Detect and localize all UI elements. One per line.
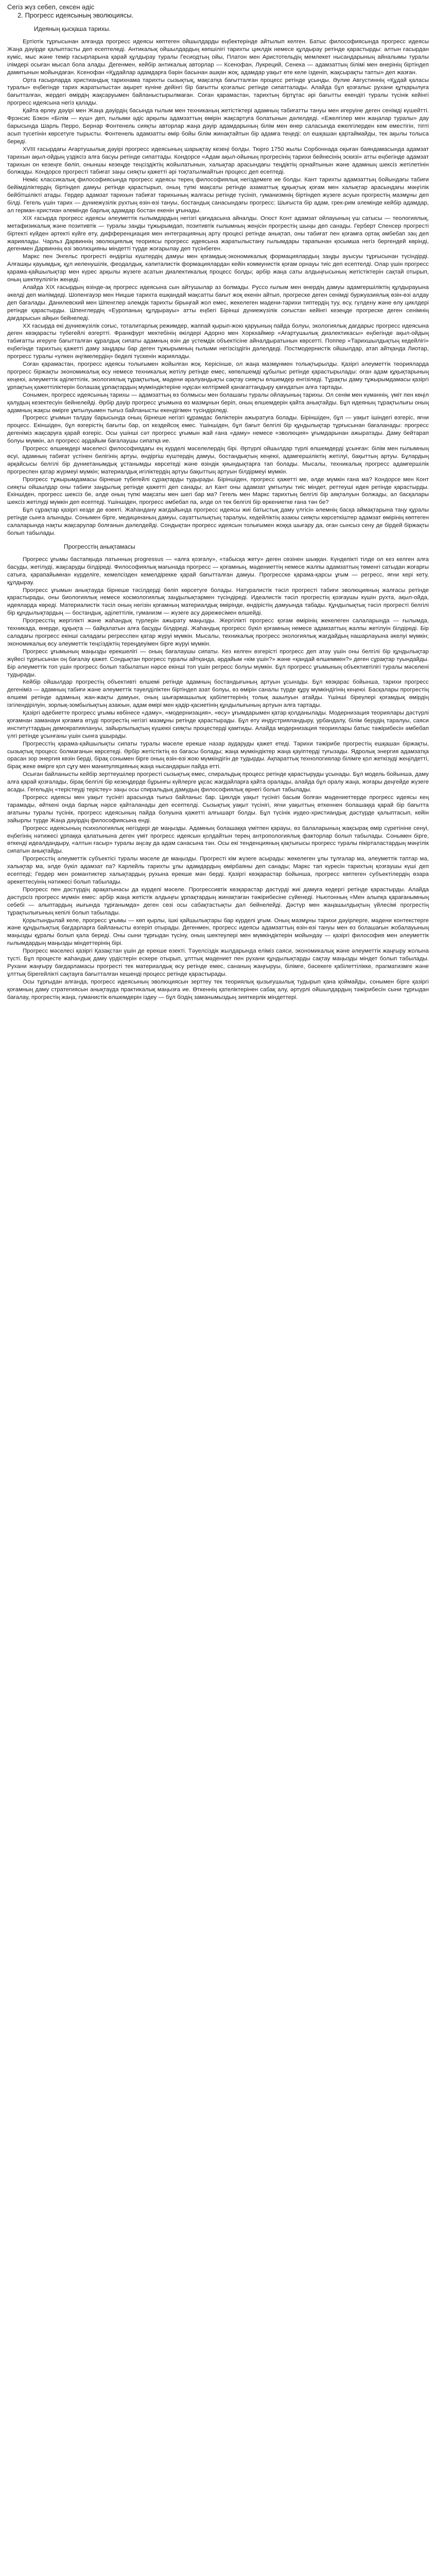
paragraph: Прогресс өлшемдері мәселесі философиядағы ең күрделі мәселелердің бірі. Әртүрлі ойшылдар түрлі өлшемдерді ұсынған: білім мен ғылымның өсуі, адамның табиғат үстінен билігінің артуы, өндіргіш күштердің дамуы, бостандықтың кеңеюі, адамгершіліктің жетілуі, бақыттың артуы. Бұлардың әрқайсысы белгілі бір дүниетанымдық ұстанымды көрсетеді және өзіндік қиындықтарға тап болады. Мысалы, техникалық прогресс адамгершілік прогреспен қатар жүрмеуі мүмкін; материалдық игіліктердің артуы бақыттың артуын білдірмеуі мүмкін. — [7, 446, 429, 475]
paragraph: Қорытындылай келе, прогресс ұғымы — көп қырлы, ішкі қайшылықтары бар күрделі ұғым. Оның мазмұны тарихи дәуірлерге, мәдени контекстерге және құндылықтық бағдарларға байланысты өзгеріп отырады. Дегенмен, прогресс идеясы адамзаттың өзін-өзі тануы мен өз болашағын жобалауының маңызды құралы болып қала береді. Оны сыни тұрғыдан түсіну, оның шектеулері мен мүмкіндіктерін мойындау — қазіргі философия мен әлеуметтік ғылымдардың маңызды міндеттерінің бірі. — [7, 917, 429, 947]
paragraph: Қайта өрлеу дәуірі мен Жаңа дәуірдің басында ғылым мен техниканың жетістіктері адамның табиғатты тануы мен игеруіне деген сенімді күшейтті. Фрэнсис Бэкон «Білім — күш» деп, ғылыми әдіс арқылы адамзаттың өмірін жақсартуға болатынын дәлелдеді. «Ежелгілер мен жаңалар туралы» дау барысында Шарль Перро, Бернар Фонтенель сияқты авторлар жаңа дәуір адамдарының білім мен өнер саласында ежелгілерден кем еместігін, тіпті асып түсетінін көрсетуге тырысты. Фонтенель адамзатты өмір бойы білім жинақтайтын бір адамға теңеді: ол ешқашан қартаймайды, тек ақылы толыса береді. — [7, 108, 429, 145]
paragraph: Соған қарамастан, прогресс идеясы толығымен жойылған жоқ. Керісінше, ол жаңа мазмұнмен толықтырылды. Қазіргі әлеуметтік теорияларда прогресс біржақты экономикалық өсу немесе техникалық жетілу ретінде емес, көпөлшемді құбылыс ретінде қарастырылады: оған адам құқықтарының кеңеюі, әлеуметтік әділеттілік, экологиялық тұрақтылық, мәдени әралуандықты сақтау сияқты өлшемдер енгізіледі. Тұрақты даму тұжырымдамасы қазіргі ұрпақтың қажеттіліктерін болашақ ұрпақтардың мүмкіндіктеріне нұқсан келтірмей қанағаттандыру қағидатын алға тартады. — [7, 361, 429, 391]
section-heading-history: Идеяның қысқаша тарихы. — [34, 25, 111, 32]
section-body-definition — [7, 556, 429, 1002]
paragraph: Прогресс ұғымының маңызды ерекшелігі — оның бағалаушы сипаты. Кез келген өзгерісті прогресс деп атау үшін оны белгілі бір құндылықтар жүйесі тұрғысынан оң бағалау қажет. Сондықтан прогресс туралы айтқанда, әрдайым «кім үшін?» және «қандай өлшеммен?» деген сұрақтар туындайды. Бір әлеуметтік топ үшін прогресс болып табылатын нәрсе екінші топ үшін регресс болуы мүмкін. Бұл прогресс ұғымының объективтілігі туралы мәселені тудырады. — [7, 648, 429, 678]
paragraph: Прогресс ұғымын талдау барысында оның бірнеше негізгі құрамдас бөліктерін ажыратуға болады. Біріншіден, бұл — уақыт ішіндегі өзгеріс, яғни процесс. Екіншіден, бұл өзгерістің бағыты бар, ол кездейсоқ емес. Үшіншіден, бұл бағыт белгілі бір құндылықтар тұрғысынан бағаланады: прогресс дегеніміз жақсаруға қарай өзгеріс. Осы үшінші сәт прогресс ұғымын жай ғана «даму» немесе «эволюция» ұғымдарынан ажыратады. Даму бейтарап болуы мүмкін, ал прогресс әрдайым бағалаушы сипатқа ие. — [7, 415, 429, 445]
paragraph: Прогресс пен дәстүрдің арақатынасы да күрделі мәселе. Прогрессивтік көзқарастар дәстүрді жиі дамуға кедергі ретінде қарастырды. Алайда дәстүрсіз прогресс мүмкін емес: әрбір жаңа жетістік алдыңғы ұрпақтардың жинақтаған тәжірибесіне сүйенеді. Ньютонның «Мен алыпқа қарағанымның себебі — алыптардың иығында тұрғанымда» деген сөзі осы сабақтастықты дәл бейнелейді. Дәстүр мен жаңашылдықтың үйлесімі прогрестің тұрақтылығының кепілі болып табылады. — [7, 886, 429, 916]
paragraph: Ертіотік тұрғысынан алғанда прогресс идеясы көптеген ойшылдарды еңбектерінде айтылып келген. Батыс философиясында прогресс идеясы Жаңа дәуірде қалыптасты деп есептеледі. Антикалық ойшылдардың көпшілігі тарихты циклдік немесе құлдырау ретінде қарастырды: алтын ғасырдан күміс, мыс және темір ғасырларына қарай құлдырау туралы Гесиодтың ойы, Платон мен Аристотельдің мемлекет нысандарының айналымы туралы ілімдері осыған мысал бола алады. Дегенмен, кейбір антикалық авторлар — Ксенофан, Лукреций, Сенека — адамзаттың білімі мен өнерінің біртіндеп дамитынын мойындаған. Ксенофан «Құдайлар адамдарға бәрін басынан ашқан жоқ, адамдар уақыт өте келе ізденіп, жақсырақты тапты» деп жазған. — [7, 39, 429, 76]
paragraph: Сонымен, прогресс идеясының тарихы — адамзаттың өз болмысы мен болашағы туралы ойлауының тарихы. Ол сенім мен күмәннің, үміт пен көңіл қалудың кезектесуін бейнелейді. Әрбір дәуір прогресс ұғымына өз мазмұнын беріп, оның өлшемдерін қайта анықтайды. Бұл идеяның тұрақтылығы оның адамның жақсы өмірге ұмтылуымен тығыз байланысты екендігімен түсіндіріледі. — [7, 392, 429, 414]
paragraph: Прогресстің жергілікті және жаһандық түрлерін ажырату маңызды. Жергілікті прогресс қоғам өмірінің жекелеген салаларында — ғылымда, техникада, өнерде, құқықта — байқалатын алға басуды білдіреді. Жаһандық прогресс бүкіл қоғамның немесе адамзаттың жалпы жетілуін білдіреді. Бір саладағы прогресс екінші саладағы регресспен қатар жүруі мүмкін. Мысалы, техникалық прогресс экологиялық жағдайдың нашарлауына әкелуі мүмкін; экономикалық өсу әлеуметтік теңсіздіктің тереңдеуімен бірге жүруі мүмкін. — [7, 618, 429, 647]
paragraph: Прогресс тұжырымдамасы бірнеше түбегейлі сұрақтарды тудырады. Біріншіден, прогресс қажетті ме, әлде мүмкін ғана ма? Кондорсе мен Конт сияқты ойшылдар оны табиғи заңдылық ретінде қажетті деп санады; ал Кант оны адамзат ұмтылуы тиіс міндет, реттеуші идея ретінде қарастырды. Екіншіден, прогресс шексіз бе, әлде оның түпкі мақсаты мен шегі бар ма? Гегель мен Маркс тарихтың белгілі бір аяқталуын болжады, ал басқалары шексіз жетілуді мүмкін деп есептеді. Үшіншіден, прогресс әмбебап па, әлде ол тек белгілі бір өркениетке ғана тән бе? — [7, 476, 429, 506]
paragraph: Орта ғасырларда христиандық тарихнама тарихты сызықтық, мақсатқа бағытталған процесс ретінде ұсынды. Әулие Августиннің «Құдай қаласы туралы» еңбегінде тарих жаратылыстан ақырет күніне дейінгі бір бағытты қозғалыс ретінде сипатталады. Алайда бұл қозғалыс рухани құтқарылуға бағытталған, жердегі өмірдің жақсаруымен байланыстырылмаған. Соған қарамастан, тарихтың біртұтас әрі бағытты екендігі туралы түсінік кейінгі прогресс идеясына негіз қалады. — [7, 77, 429, 107]
paragraph: Бұл сұрақтар қазіргі кезде де өзекті. Жаһандану жағдайында прогресс идеясы жиі батыстық даму үлгісін әлемнің басқа аймақтарына таңу құралы ретінде сынға алынады. Сонымен бірге, медицинаның дамуы, сауаттылықтың таралуы, кедейліктің азаюы сияқты көрсеткіштер адамзат өмірінің көптеген салаларында нақты жақсарулар болғанын дәлелдейді. Сондықтан прогресс идеясын толығымен жоққа шығару да, оған сынсыз сену де бірдей біржақты болып табылады. — [7, 507, 429, 536]
paragraph: Прогресс мәселесі қазіргі Қазақстан үшін де ерекше өзекті. Тәуелсіздік жылдарында еліміз саяси, экономикалық және әлеуметтік жаңғыру жолына түсті. Бұл процесте жаһандық даму үрдістерін ескере отырып, ұлттық мәдениет пен рухани құндылықтарды сақтау маңызды міндет болып табылады. Рухани жаңғыру бағдарламасы прогресті тек материалдық өсу ретінде емес, сананың жаңғыруы, білімге, бәсекеге қабілеттілікке, прагматизмге және ұлттық бірегейлікті сақтауға бағытталған кешенді процесс ретінде қарастырады. — [7, 948, 429, 977]
document-title: Сегіз жүз себеп, сексен әдіс — [7, 3, 95, 11]
paragraph: XX ғасырда екі дүниежүзілік соғыс, тоталитарлық режимдер, жаппай қырып-жою қаруының пайда болуы, экологиялық дағдарыс прогресс идеясына деген көзқарасты түбегейлі өзгертті. Франкфурт мектебінің өкілдері Адорно мен Хоркхаймер «Ағартушылық диалектикасы» еңбегінде ақыл-ойдың табиғатты игеруге бағытталған құралдық сипаты адамның өзін де үстемдік объектісіне айналдыратынын көрсетті. Поппер «Тарихшылдықтың кедейлігі» еңбегінде тарихтың қажетті даму заңдары бар деген тұжырымның ғылыми негізсіздігін дәлелдеді. Постмодернистік ойшылдар, атап айтқанда Лиотар, прогресс туралы «үлкен әңгімелердің» беделі түскенін жариялады. — [7, 323, 429, 360]
paragraph: Прогресс идеясы мен уақыт түсінігі арасында тығыз байланыс бар. Циклдік уақыт түсінігі басым болған мәдениеттерде прогресс идеясы кең тарамады, өйткені онда барлық нәрсе қайталанады деп есептелді. Сызықтық уақыт түсінігі, яғни уақыттың өткеннен болашаққа қарай бір бағытта ағатыны туралы түсінік, прогресс идеясының пайда болуына қажетті алғышарт болды. Бұл түсінік иудео-христиандық дәстүрде қалыптасып, кейін зайырлы түрде Жаңа дәуірдің философиясына енді. — [7, 794, 429, 824]
paragraph: Қазіргі әдебиетте прогресс ұғымы көбінесе «даму», «модернизация», «өсу» ұғымдарымен қатар қолданылады. Модернизация теориялары дәстүрлі қоғамнан заманауи қоғамға өтуді прогрестің негізгі мазмұны ретінде қарастырады. Бұл өту индустрияландыру, урбандалу, білім берудің таралуы, саяси институттардың демократиялануы, зайырлылықтың күшеюі сияқты процестерді қамтиды. Алайда модернизация теориялары батыс тәжірибесін әмбебап үлгі ретінде ұсынғаны үшін сынға ұшырады. — [7, 710, 429, 739]
paragraph: Прогресс идеясының психологиялық негіздері де маңызды. Адамның болашаққа үмітпен қарауы, өз балаларының жақсырақ өмір сүретініне сенуі, еңбегінің нәтижесі ұрпаққа қалатынына деген үміт прогресс идеясын қолдайтын терең антропологиялық факторлар болып табылады. Сонымен бірге, өткенді идеалдандыру, «алтын ғасыр» туралы аңсау да адам санасына тән. Осы екі тенденцияның қақтығысы прогресс туралы пікірталастардың мәңгілік сипатын анықтайды. — [7, 825, 429, 855]
document-subtitle: 2. Прогресс идеясының эволюциясы. — [18, 11, 134, 19]
section-heading-definition: Прогресстің анықтамасы — [64, 543, 135, 550]
paragraph: Осы тұрғыдан алғанда, прогресс идеясының эволюциясын зерттеу тек теориялық қызығушылық тудырып қана қоймайды, сонымен бірге қазіргі қоғамның даму стратегиясын анықтауда практикалық маңызға ие. Өткеннің қателіктерінен сабақ алу, әртүрлі ойшылдардың тәжірибесін сыни тұрғыдан бағалау, прогрестің жаңа, гуманистік өлшемдерін іздеу — бұл біздің заманымыздың зияткерлік міндеттері. — [7, 978, 429, 1001]
paragraph: XIX ғасырда прогресс идеясы әлеуметтік ғылымдардың негізгі қағидасына айналды. Огюст Конт адамзат ойлауының үш сатысы — теологиялық, метафизикалық және позитивтік — туралы заңды тұжырымдап, позитивтік ғылымның жеңісін прогрестің шыңы деп санады. Герберт Спенсер прогресті біртекті күйден әртекті күйге өту, дифференциация мен интеграцияның арту процесі ретінде анықтап, оны табиғат пен қоғамға ортақ әмбебап заң деп жариялады. Чарльз Дарвиннің эволюциялық теориясы прогресс идеясына жаратылыстану ғылымдары тарапынан қосымша негіз бергендей көрінді, дегенмен Дарвиннің өзі эволюцияны міндетті түрде жоғарылау деп түсінбеген. — [7, 215, 429, 252]
paragraph: Прогресстің қарама-қайшылықты сипаты туралы мәселе ерекше назар аударуды қажет етеді. Тарихи тәжірибе прогрестің ешқашан біржақты, сызықтық процесс болмағанын көрсетеді. Әрбір жетістіктің өз бағасы болады; жаңа мүмкіндіктер жаңа қауіптерді туғызады. Ядролық энергия адамзатқа орасан зор энергия көзін берді, бірақ сонымен бірге оның өзін-өзі жою мүмкіндігін де тудырды. Ақпараттық технологиялар білімге қол жеткізуді жеңілдетті, бірақ жеке өмірге қол сұғу мен манипуляцияның жаңа нысандарын пайда етті. — [7, 740, 429, 770]
paragraph: XVIII ғасырдағы Ағартушылық дәуірі прогресс идеясының шарықтау кезеңі болды. Тюрго 1750 жылы Сорбоннада оқыған баяндамасында адамзат тарихын ақыл-ойдың үздіксіз алға басуы ретінде сипаттады. Кондорсе «Адам ақыл-ойының прогресінің тарихи бейнесінің эскизі» атты еңбегінде адамзат тарихын он кезеңге бөліп, оныншы кезеңде теңсіздіктің жойылатынын, халықтар арасындағы теңдіктің орнайтынын және адамның шексіз жетілетінін болжады. Кондорсе прогресті табиғат заңы сияқты қажетті әрі тоқтатылмайтын процесс деп есептеді. — [7, 146, 429, 176]
paragraph: Кейбір ойшылдар прогрестің объективті өлшемі ретінде адамның бостандығының артуын ұсынады. Бұл көзқарас бойынша, тарихи прогресс дегеніміз — адамның табиғи және әлеуметтік тәуелділіктен біртіндеп азат болуы, өз өмірін саналы түрде құру мүмкіндігінің кеңеюі. Басқалары прогрестің өлшемі ретінде адамның жан-жақты дамуын, оның шығармашылық қабілеттерінің толық ашылуын атайды. Үшінші біреулері қоғамдық өмірдің ізгілендірілуін, зорлық-зомбылықтың азаюын, адам өмірі мен қадір-қасиетінің құндылығының артуын алға тартады. — [7, 679, 429, 709]
paragraph: Алайда XIX ғасырдың өзінде-ақ прогресс идеясына сын айтушылар аз болмады. Руссо ғылым мен өнердің дамуы адамгершіліктің құлдырауына әкелді деп мәлімдеді. Шопенгауэр мен Ницше тарихта ешқандай мақсатты бағыт жоқ екенін айтып, прогреске деген сенімді буржуазиялық өзін-өзі алдау деп бағалады. Данилевский мен Шпенглер әлемдік тарихты бірыңғай жол емес, жекелеген мәдени-тарихи типтердің туу, өсу, гүлдену және өлу циклдері ретінде қарастырды. Шпенглердің «Еуропаның құлдырауы» атты еңбегі Бірінші дүниежүзілік соғыстан кейінгі кезеңде прогреске деген сенімнің дағдарысын айқын бейнеледі. — [7, 284, 429, 321]
paragraph: Маркс пен Энгельс прогресті өндіргіш күштердің дамуы мен қоғамдық-экономикалық формациялардың заңды ауысуы тұрғысынан түсіндірді. Алғашқы қауымдық, құл иеленушілік, феодалдық, капиталистік формациялардан кейін коммунистік қоғам орнауы тиіс деп есептелді. Олар үшін прогресс қарама-қайшылықтар мен күрес арқылы жүзеге асатын диалектикалық процесс болды; әрбір жаңа саты алдыңғысының жетістіктерін сақтай отырып, оның шектеулілігін жеңеді. — [7, 253, 429, 283]
paragraph: Прогресс ұғымы бастапқыда латынның progressus — «алға қозғалу», «табысқа жету» деген сөзінен шыққан. Күнделікті тілде ол кез келген алға басуды, жетілуді, жақсаруды білдіреді. Философиялық мағынада прогресс — қоғамның, мәдениеттің немесе жалпы адамзаттың төменгі сатыдан жоғарғы сатыға, қарапайымнан күрделіге, кемелсізден кемелдірекке қарай бағытталған дамуы. Прогресске қарама-қарсы ұғым — регресс, яғни кері кету, құлдырау. — [7, 556, 429, 586]
section-body-history — [7, 38, 429, 537]
paragraph: Прогресстің әлеуметтік субъектісі туралы мәселе де маңызды. Прогресті кім жүзеге асырады: жекелеген ұлы тұлғалар ма, әлеуметтік таптар ма, халықтар ма, әлде бүкіл адамзат па? Карлейль тарихты ұлы адамдардың өмірбаяны деп санады; Маркс тап күресін тарихтың қозғаушы күші деп есептеді; Гердер мен романтиктер халықтардың рухына ерекше мән берді. Қазіргі көзқарастар бойынша, прогресс көптеген субъектілердің өзара әрекеттесуінің нәтижесі болып табылады. — [7, 856, 429, 885]
paragraph: Неміс классикалық философиясында прогресс идеясы терең философиялық негіздемеге ие болды. Кант тарихты адамзаттың бойындағы табиғи бейімділіктердің біртіндеп дамуы ретінде қарастырып, оның түпкі мақсаты ретінде азаматтық құқықтық қоғам мен халықтар арасындағы мәңгілік бейбітшілікті атады. Гердер адамзат тарихын табиғат тарихының жалғасы ретінде түсініп, гуманизмнің біртіндеп жүзеге асуын прогрестің мазмұны деп білді. Гегель үшін тарих — дүниежүзілік рухтың өзін-өзі тануы, бостандық санасындағы прогресс: Шығыста бір адам, грек-рим әлемінде кейбір адамдар, ал герман-христиан әлемінде барлық адамдар бостан екенін ұғынады. — [7, 177, 429, 214]
paragraph: Прогресс ұғымын анықтауда бірнеше тәсілдерді бөліп көрсетуге болады. Натуралистік тәсіл прогресті табиғи эволюцияның жалғасы ретінде қарастырады, оны биологиялық немесе космологиялық заңдылықтармен түсіндіреді. Идеалистік тәсіл прогрестің қозғаушы күшін рухта, ақыл-ойда, идеяларда көреді. Материалистік тәсіл оның негізін қоғамның материалдық өмірінде, өндірістің дамуында табады. Құндылықтық тәсіл прогресті белгілі бір құндылықтардың — бостандық, әділеттілік, гуманизм — жүзеге асу дәрежесімен өлшейді. — [7, 587, 429, 617]
paragraph: Осыған байланысты кейбір зерттеушілер прогресті сызықтық емес, спиральдық процесс ретінде қарастыруды ұсынады. Бұл модель бойынша, даму алға қарай қозғалады, бірақ белгілі бір кезеңдерде бұрынғы күйлерге ұқсас жағдайларға қайта оралады, алайда бұл оралу жаңа, жоғары деңгейде жүзеге асады. Гегельдің «терістеуді терістеу» заңы осы спиральдық дамудың философиялық өрнегі болып табылады. — [7, 771, 429, 793]
